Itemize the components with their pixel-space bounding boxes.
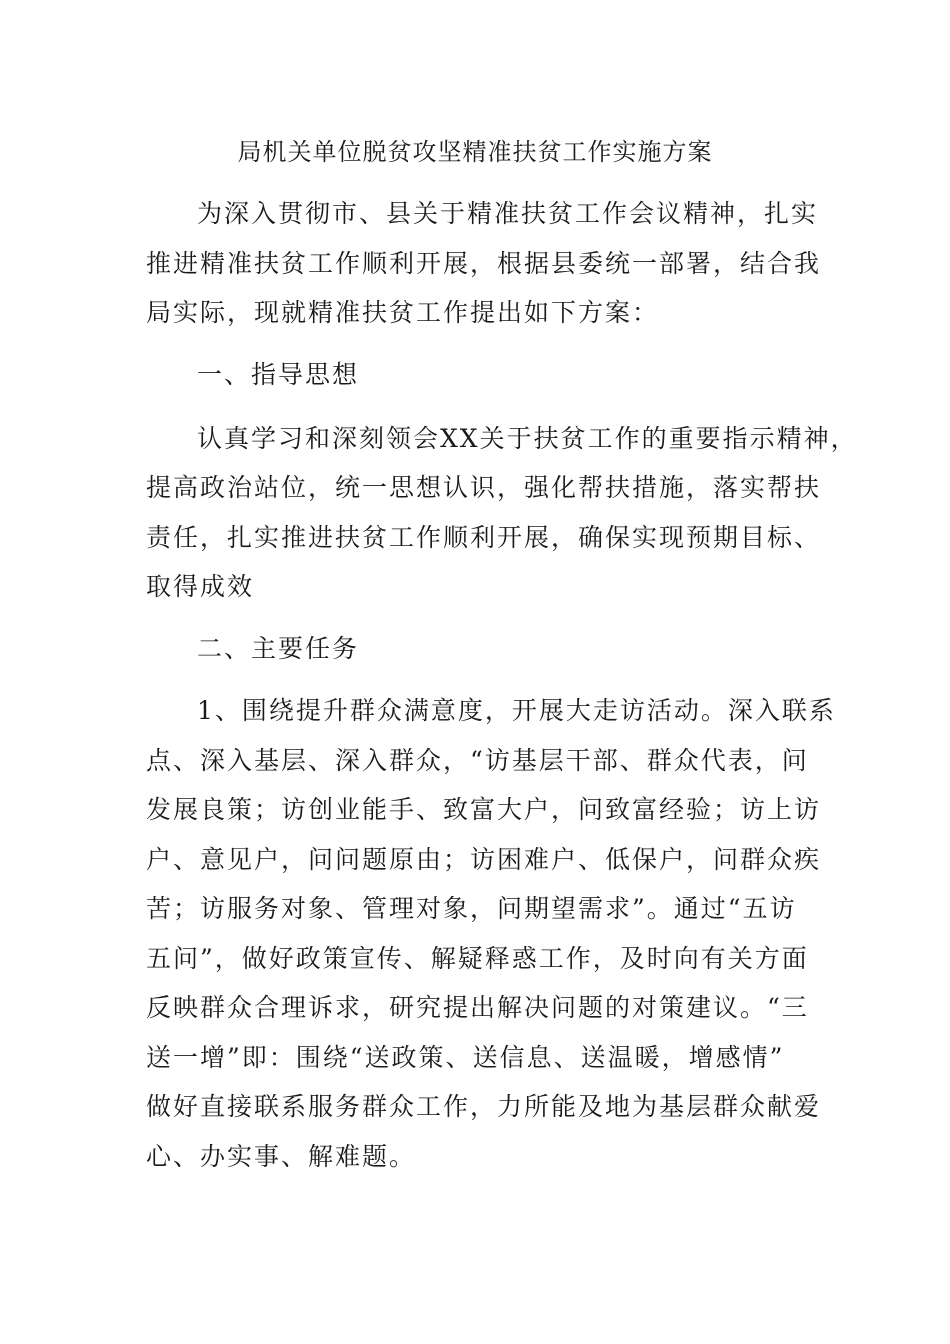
- intro-line: 推进精准扶贫工作顺利开展，根据县委统一部署，结合我: [146, 249, 822, 278]
- task1-line: 心、办实事、解难题。: [146, 1142, 417, 1171]
- task1-line: 发展良策；访创业能手、致富大户，问致富经验；访上访: [146, 795, 822, 824]
- task1-line: 送一增”即：围绕“送政策、送信息、送温暖，增感情”: [146, 1043, 785, 1072]
- task1-line: 五问”，做好政策宣传、解疑释惑工作，及时向有关方面: [146, 944, 809, 973]
- section-heading-guiding-ideology: 一、指导思想: [197, 360, 360, 389]
- section1-body-line: 责任，扎实推进扶贫工作顺利开展，确保实现预期目标、: [146, 523, 822, 552]
- intro-line: 为深入贯彻市、县关于精准扶贫工作会议精神，扎实: [197, 199, 819, 228]
- section1-body-line: 取得成效: [146, 572, 255, 601]
- section-heading-main-tasks: 二、主要任务: [197, 634, 360, 663]
- section1-body-line: 提高政治站位，统一思想认识，强化帮扶措施，落实帮扶: [146, 473, 822, 502]
- task1-line: 做好直接联系服务群众工作，力所能及地为基层群众献爱: [146, 1092, 822, 1121]
- task1-line: 户、意见户，问问题原由；访困难户、低保户，问群众疾: [146, 845, 822, 874]
- intro-line: 局实际，现就精准扶贫工作提出如下方案：: [146, 298, 660, 327]
- task1-line: 苦；访服务对象、管理对象，问期望需求”。通过“五访: [146, 894, 797, 923]
- document-title: 局机关单位脱贫攻坚精准扶贫工作实施方案: [237, 138, 713, 166]
- section1-body-line: 认真学习和深刻领会XX关于扶贫工作的重要指示精神，: [197, 424, 858, 453]
- task1-line: 反映群众合理诉求，研究提出解决问题的对策建议。“三: [146, 993, 809, 1022]
- task1-line: 1、围绕提升群众满意度，开展大走访活动。深入联系: [197, 696, 836, 725]
- task1-line: 点、深入基层、深入群众，“访基层干部、群众代表，问: [146, 746, 809, 775]
